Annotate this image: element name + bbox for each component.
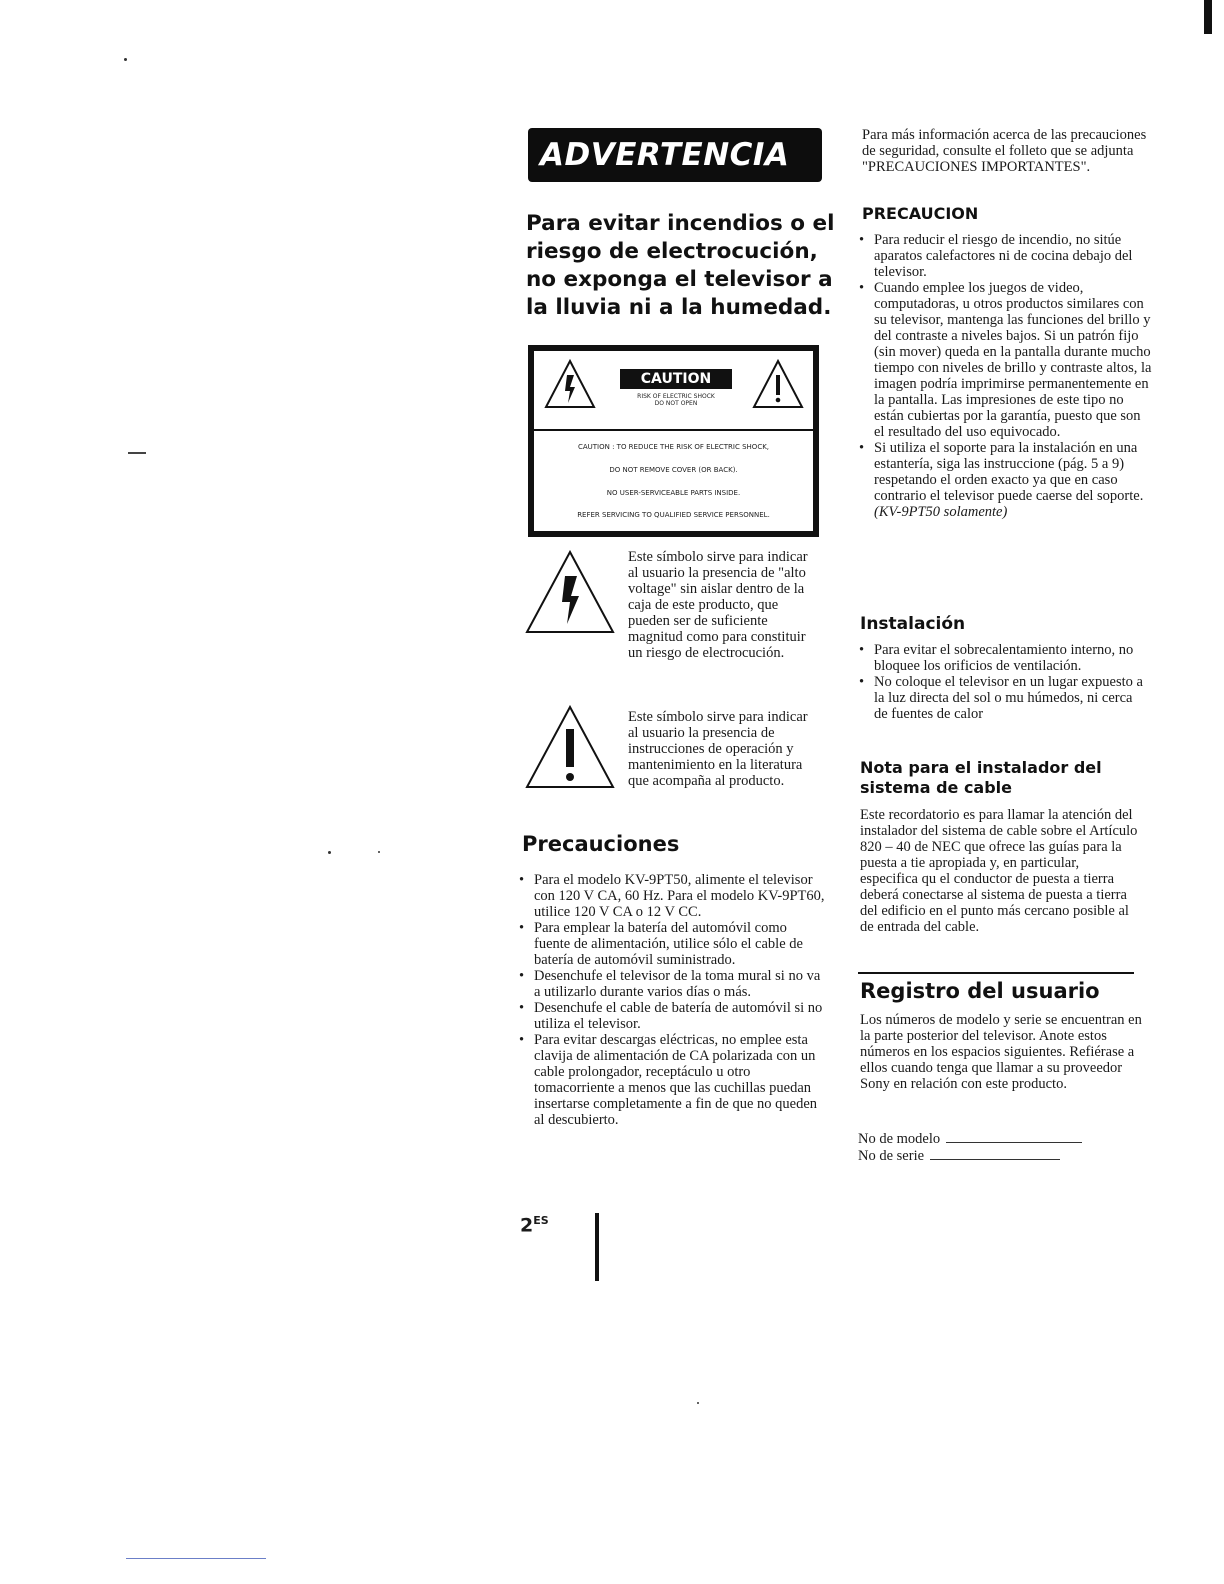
caution-small-text-2: DO NOT OPEN xyxy=(654,400,698,407)
nota-paragraph: Este recordatorio es para llamar la atención del instalador del sistema de cable sobre el Artículo 820 – 40 de NEC que ofrece las guías para la puesta a tie apropiada y, en particular, especifica qu el conductor de puesta a tierra deberá conectarse al sistema de puesta a tierra del edificio en el punto más cercano posible al de entrada del cable. xyxy=(860,807,1138,935)
precaucion-list xyxy=(858,232,1154,520)
list-item: • Desenchufe el televisor de la toma mural si no va a utilizarlo durante varios días o más. xyxy=(518,968,826,1000)
page-margin-rule xyxy=(595,1213,599,1281)
caution-label-text-area xyxy=(534,429,813,531)
list-item: • Para evitar el sobrecalentamiento interno, no bloquee los orificios de ventilación. xyxy=(858,642,1148,674)
precaucion-section xyxy=(858,232,1154,520)
list-item: • Para reducir el riesgo de incendio, no sitúe aparatos calefactores ni de cocina debajo del televisor. xyxy=(858,232,1154,280)
serial-number-label: No de serie xyxy=(858,1148,925,1164)
list-item: • Para emplear la batería del automóvil como fuente de alimentación, utilice sólo el cable de batería de automóvil suministrado. xyxy=(518,920,826,968)
list-item: • Para evitar descargas eléctricas, no emplee esta clavija de alimentación de CA polarizada con un cable prolongador, receptáculo u otro tomacorriente a menos que las cuchillas puedan insertarse completamente a fin de que no queden al descubierto. xyxy=(518,1032,826,1128)
section-divider xyxy=(858,972,1134,974)
model-number-label: No de modelo xyxy=(858,1131,941,1147)
caution-line: NO USER-SERVICEABLE PARTS INSIDE. xyxy=(606,489,741,497)
precauciones-list xyxy=(518,872,826,1128)
advertencia-banner xyxy=(528,128,822,182)
caution-line: CAUTION : TO REDUCE THE RISK OF ELECTRIC SHOCK, xyxy=(577,443,770,451)
lightning-triangle-icon xyxy=(525,550,615,634)
nota-heading: Nota para el instalador del sistema de cable xyxy=(860,758,1102,797)
caution-line: REFER SERVICING TO QUALIFIED SERVICE PERSONNEL. xyxy=(577,511,770,519)
scan-bottom-line xyxy=(126,1558,266,1559)
caution-line: DO NOT REMOVE COVER (OR BACK). xyxy=(609,466,738,474)
caution-label xyxy=(528,345,819,537)
caution-small-text-1: RISK OF ELECTRIC SHOCK xyxy=(637,393,715,400)
precaucion-heading: PRECAUCION xyxy=(862,204,979,223)
page-number-suffix: ES xyxy=(533,1214,549,1227)
banner-title: ADVERTENCIA xyxy=(540,137,790,173)
model-note: (KV-9PT50 solamente) xyxy=(874,504,1008,520)
serial-number-field xyxy=(858,1148,1060,1164)
scan-dot xyxy=(378,851,380,853)
page-number xyxy=(520,1214,549,1236)
registro-paragraph: Los números de modelo y serie se encuentran en la parte posterior del televisor. Anote estos números en los espacios siguientes. Refiérase a ellos cuando tenga que llamar a su proveedor Sony en relación con este producto. xyxy=(860,1012,1142,1092)
list-item-text: Si utiliza el soporte para la instalación en una estantería, siga las instruccione (pág. 5 a 9) respetando el orden exacto ya que en caso contrario el televisor puede caerse del soporte. xyxy=(874,440,1144,504)
list-item: • No coloque el televisor en un lugar expuesto a la luz directa del sol o mu húmedos, ni cerca de fuentes de calor xyxy=(858,674,1148,722)
instalacion-heading: Instalación xyxy=(860,614,966,634)
exclamation-triangle-icon xyxy=(525,705,615,789)
list-item: • Cuando emplee los juegos de video, computadoras, u otros productos similares con su televisor, mantenga las funciones del brillo y del contraste a niveles bajos. Si un patrón fijo (sin mover) queda en la pantalla durante mucho tiempo con niveles de brillo y contraste altos, la imagen podría imprimirse permanentemente en la pantalla. Las impresiones de este tipo no están cubiertas por la garantía, puesto que son el resultado del uso equivocado. xyxy=(858,280,1154,440)
scan-dot xyxy=(328,851,331,854)
serial-number-line[interactable] xyxy=(930,1159,1060,1160)
model-number-line[interactable] xyxy=(946,1142,1082,1143)
lightning-triangle-icon xyxy=(544,359,596,409)
list-item xyxy=(858,440,1154,520)
list-item: • Para el modelo KV-9PT50, alimente el televisor con 120 V CA, 60 Hz. Para el modelo KV-9PT60, utilice 120 V CA o 12 V CC. xyxy=(518,872,826,920)
instalacion-list xyxy=(858,642,1148,722)
registro-heading: Registro del usuario xyxy=(860,979,1100,1003)
symbol-text-high-voltage: Este símbolo sirve para indicar al usuario la presencia de "alto voltage" sin aislar dentro de la caja de este producto, que pueden ser de suficiente magnitud como para constituir un riesgo de electrocución. xyxy=(628,549,808,661)
precauciones-heading: Precauciones xyxy=(522,832,680,856)
scan-edge-mark xyxy=(1204,0,1212,34)
page-number-value: 2 xyxy=(520,1214,534,1237)
warning-heading: Para evitar incendios o el riesgo de electrocución, no exponga el televisor a la lluvia ni a la humedad. xyxy=(526,211,835,320)
scan-dash xyxy=(128,452,146,454)
intro-paragraph: Para más información acerca de las precauciones de seguridad, consulte el folleto que se adjunta "PRECAUCIONES IMPORTANTES". xyxy=(862,127,1147,175)
list-item: • Desenchufe el cable de batería de automóvil si no utiliza el televisor. xyxy=(518,1000,826,1032)
model-number-field xyxy=(858,1131,1082,1147)
scan-dot xyxy=(124,58,127,61)
scan-dot xyxy=(697,1402,699,1404)
exclamation-triangle-icon xyxy=(752,359,804,409)
symbol-text-instructions: Este símbolo sirve para indicar al usuario la presencia de instrucciones de operación y mantenimiento en la literatura que acompaña al producto. xyxy=(628,709,808,789)
caution-badge: CAUTION xyxy=(620,369,732,389)
